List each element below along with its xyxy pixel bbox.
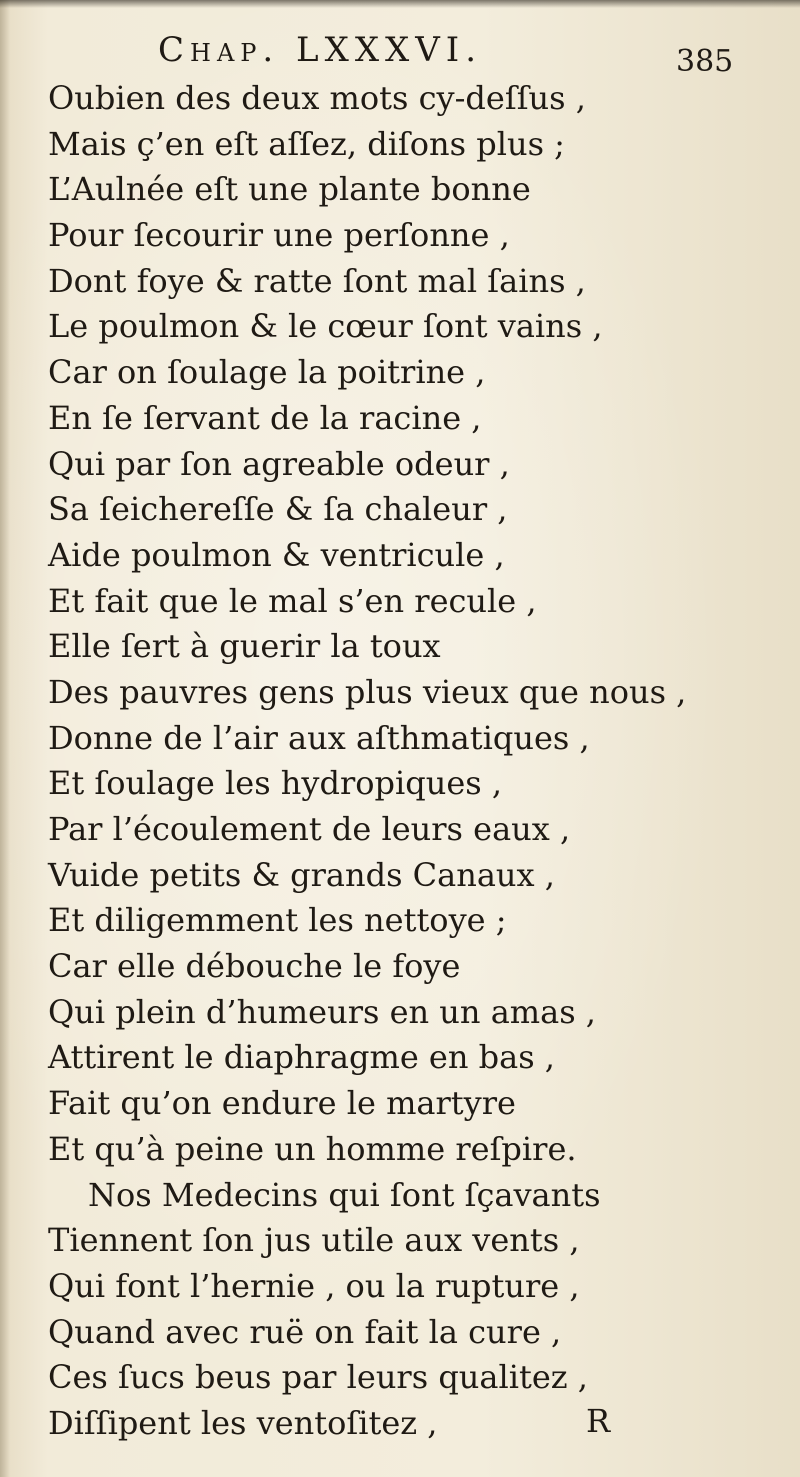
verse-line: En ſe ſervant de la racine , bbox=[48, 398, 482, 437]
verse-line: Diſſipent les ventoſitez , bbox=[48, 1403, 438, 1442]
verse-line: Mais ç’en eſt aſſez, diſons plus ; bbox=[48, 124, 565, 163]
verse-line: Ces ſucs beus par leurs qualitez , bbox=[48, 1358, 588, 1397]
verse-line: Aide poulmon & ventricule , bbox=[48, 535, 505, 574]
page-top-shadow bbox=[0, 0, 800, 8]
verse-line: Donne de l’air aux aſthmatiques , bbox=[48, 718, 590, 757]
verse-line: Attirent le diaphragme en bas , bbox=[48, 1038, 555, 1077]
verse-line: Oubien des deux mots cy-deſſus , bbox=[48, 79, 586, 117]
verse-line: L’Aulnée eſt une plante bonne bbox=[48, 170, 531, 209]
verse-line: Car elle débouche le foye bbox=[48, 947, 461, 986]
verse-line: Quand avec ruë on fait la cure , bbox=[48, 1312, 562, 1351]
verse-line: Des pauvres gens plus vieux que nous , bbox=[48, 672, 687, 711]
running-head: Chap. LXXXVI. bbox=[158, 30, 483, 70]
verse-line: Car on ſoulage la poitrine , bbox=[48, 353, 486, 392]
verse-line: Nos Medecins qui ſont ſçavants bbox=[88, 1175, 601, 1214]
poem-verses bbox=[48, 76, 686, 1447]
catchword: R bbox=[586, 1402, 611, 1440]
verse-line: Et ſoulage les hydropiques , bbox=[48, 764, 503, 803]
verse-line: Vuide petits & grands Canaux , bbox=[48, 855, 555, 894]
verse-line: Pour ſecourir une perſonne , bbox=[48, 216, 510, 255]
verse-line: Elle ſert à guerir la toux bbox=[48, 627, 441, 666]
page-number: 385 bbox=[676, 44, 734, 79]
verse-line: Qui par ſon agreable odeur , bbox=[48, 444, 510, 483]
verse-line: Par l’écoulement de leurs eaux , bbox=[48, 810, 571, 848]
verse-line: Fait qu’on endure le martyre bbox=[48, 1084, 516, 1123]
verse-line: Et qu’à peine un homme reſpire. bbox=[48, 1129, 577, 1168]
verse-line: Qui plein d’humeurs en un amas , bbox=[48, 992, 596, 1031]
verse-line: Et fait que le mal s’en recule , bbox=[48, 581, 537, 620]
page-edge-shadow bbox=[0, 0, 10, 1477]
verse-line: Sa ſeichereſſe & ſa chaleur , bbox=[48, 490, 508, 529]
verse-line: Le poulmon & le cœur ſont vains , bbox=[48, 307, 603, 346]
verse-line: Qui font l’hernie , ou la rupture , bbox=[48, 1266, 580, 1305]
verse-line: Dont foye & ratte ſont mal ſains , bbox=[48, 261, 586, 300]
verse-line: Tiennent ſon jus utile aux vents , bbox=[48, 1221, 580, 1260]
verse-line: Et diligemment les nettoye ; bbox=[48, 901, 507, 940]
